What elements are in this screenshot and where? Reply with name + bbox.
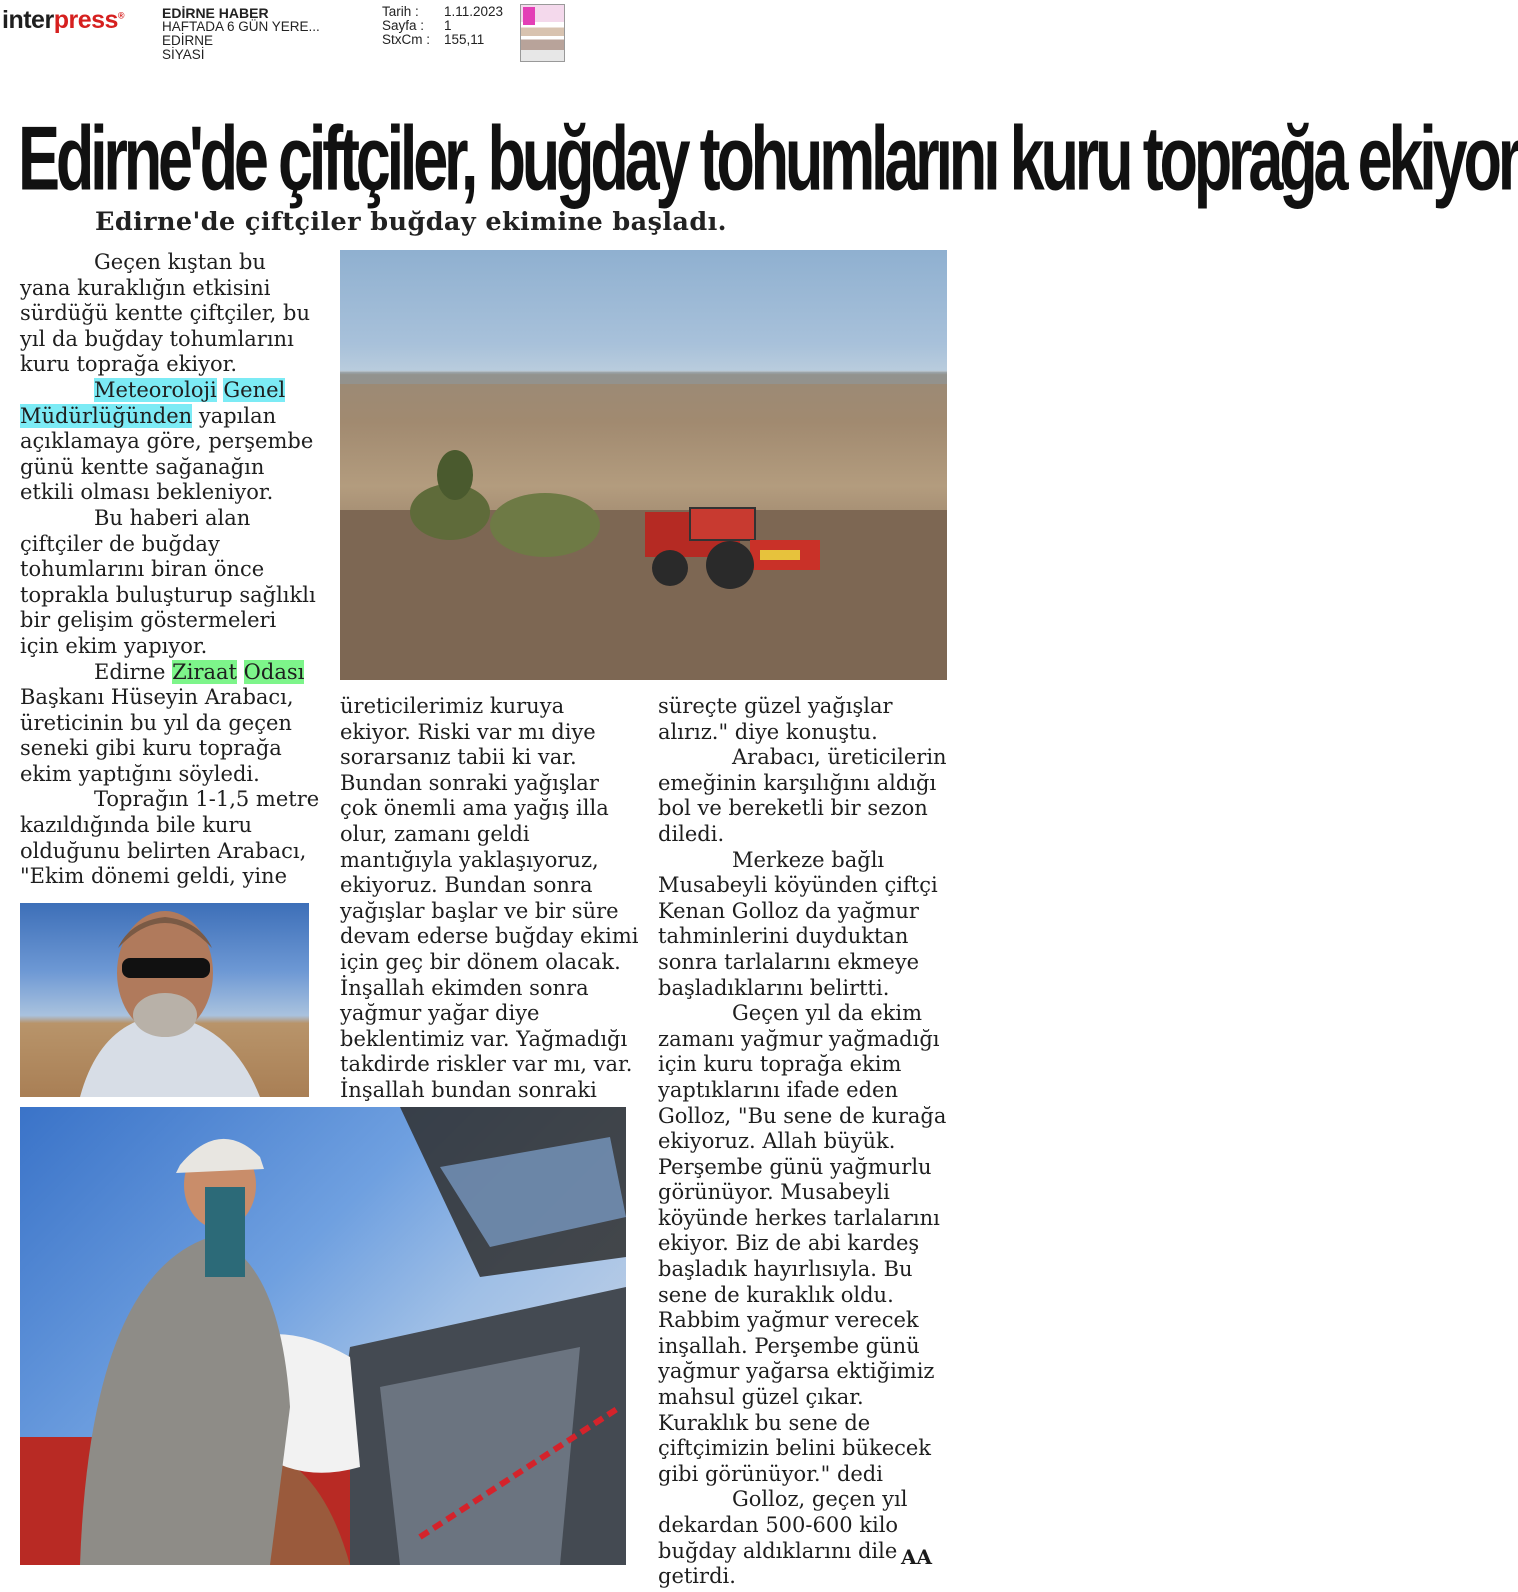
paragraph: üreticilerimiz kuruya ekiyor. Riski var mı diye sorarsanız tabii ki var. Bundan sonraki yağışlar çok önemli ama yağış illa olur, zamanı geldi mantığıyla yaklaşıyoruz, ekiyoruz. Bundan sonra yağışlar başlar ve bir süre devam ederse buğday ekimi için geç bir dönem olacak. İnşallah ekimden sonra yağmur yağar diye beklentimiz var. Yağmadığı takdirde riskler var mı, var. İnşallah bundan sonraki <box>340 694 639 1102</box>
paragraph: Arabacı, üreticilerin emeğinin karşılığını aldığı bol ve bereketli bir sezon diledi. <box>658 745 947 846</box>
date-label: Tarih : <box>382 4 419 19</box>
publication-frequency: HAFTADA 6 GÜN YERE... <box>162 19 320 34</box>
logo-accent-text: press <box>53 6 118 34</box>
thumbnail-highlight <box>523 7 535 25</box>
paragraph: Geçen yıl da ekim zamanı yağmur yağmadığı için kuru toprağa ekim yaptıklarını ifade eden Golloz, "Bu sene de kurağa ekiyoruz. Allah büyük. Perşembe günü yağmurlu görünüyor. Musabeyli köyünde herkes tarlalarını ekiyor. Biz de abi kardeş başladık hayırlısıyla. Bu sene de kuraklık oldu. Rabbim yağmur verecek inşallah. Perşembe günü yağmur yağarsa ektiğimiz mahsul güzel çıkar. Kuraklık bu sene de çiftçimizin belini bükecek gibi görünüyor." dedi <box>658 1001 947 1486</box>
paragraph: Merkeze bağlı Musabeyli köyünden çiftçi Kenan Golloz da yağmur tahminlerini duyduktan sonra tarlalarını ekmeye başladıklarını belirtti. <box>658 847 938 1000</box>
stxcm-value: 155,11 <box>444 32 485 47</box>
tractor-field-illustration <box>340 250 947 680</box>
farmer-seeding-photo <box>20 1107 626 1565</box>
highlight-keyword: Meteoroloji <box>94 377 217 402</box>
paragraph-text: Başkanı Hüseyin Arabacı, üreticinin bu yıl da geçen seneki gibi kuru toprağa ekim yaptığını söyledi. <box>20 685 294 786</box>
page-label: Sayfa : <box>382 18 425 33</box>
agency-credit: AA <box>901 1545 933 1569</box>
stxcm-label: StxCm : <box>382 32 431 47</box>
interpress-logo <box>2 6 124 35</box>
highlight-keyword: Ziraat <box>172 659 237 684</box>
article-column-3 <box>658 694 958 1590</box>
paragraph: Toprağın 1-1,5 metre kazıldığında bile kuru olduğunu belirten Arabacı, "Ekim dönemi geldi, yine <box>20 787 320 889</box>
publication-info <box>162 6 320 62</box>
date-value: 1.11.2023 <box>444 4 504 19</box>
logo-main-text: inter <box>2 6 54 34</box>
paragraph: Golloz, geçen yıl dekardan 500-600 kilo buğday aldıklarını dile getirdi. <box>658 1487 908 1589</box>
logo-registered-mark: ® <box>117 10 125 21</box>
portrait-photo <box>20 903 309 1097</box>
article-column-1 <box>20 250 320 890</box>
page-thumbnail[interactable] <box>520 4 565 62</box>
tractor-field-photo <box>340 250 947 680</box>
portrait-illustration <box>20 903 309 1097</box>
article-column-2 <box>340 694 640 1104</box>
highlight-keyword: Odası <box>243 659 305 684</box>
page-value: 1 <box>444 18 452 33</box>
headline: Edirne'de çiftçiler, buğday tohumlarını kuru toprağa ekiyor <box>18 108 1518 210</box>
paragraph: Geçen kıştan bu yana kuraklığın etkisini sürdüğü kentte çiftçiler, bu yıl da buğday tohumlarını kuru toprağa ekiyor. <box>20 250 310 377</box>
farmer-seeding-illustration <box>20 1107 626 1565</box>
highlight-keyword: Genel <box>223 377 286 402</box>
highlight-keyword: Müdürlüğünden <box>20 403 193 428</box>
publication-section: SİYASİ <box>162 47 205 62</box>
paragraph: süreçte güzel yağışlar alırız." diye konuştu. <box>658 694 893 744</box>
clipping-stats <box>382 5 503 47</box>
publication-city: EDİRNE <box>162 33 214 48</box>
paragraph: Bu haberi alan çiftçiler de buğday tohumlarını biran önce toprakla buluşturup sağlıklı bir gelişim göstermeleri için ekim yapıyor. <box>20 505 316 658</box>
paragraph-text: Edirne <box>94 659 173 684</box>
subtitle: Edirne'de çiftçiler buğday ekimine başladı. <box>95 207 727 237</box>
paragraph <box>20 378 320 506</box>
paragraph-text: yapılan açıklamaya göre, perşembe günü kentte sağanağın etkili olması bekleniyor. <box>20 403 314 505</box>
publication-name: EDİRNE HABER <box>162 5 269 21</box>
paragraph <box>20 660 320 788</box>
